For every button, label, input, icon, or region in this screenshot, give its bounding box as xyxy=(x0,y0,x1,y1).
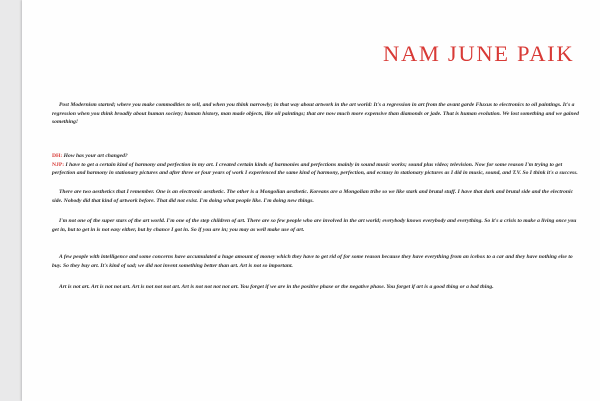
question-line xyxy=(52,152,580,161)
paragraph-art-is-not-art xyxy=(52,283,580,292)
interview-exchange xyxy=(52,152,580,178)
paragraph-text: A few people with intelligence and some concerns have accumulated a huge amount of money which they have to get rid of for some reason because they have everything from an icebox to a car and they have nothing else to buy. So they buy art. It's kind of sad; we did not invent something better than art. Art is not so important. xyxy=(52,254,573,269)
question-text: How has your art changed? xyxy=(63,153,128,159)
paragraph-text: There are two aesthetics that I remember. One is an electronic aesthetic. The other is a Mongolian aesthetic. Koreans are a Mongolian tribe so we like stark and brutal stuff. I have that dark and brutal side and the electronic side. Nobody did that kind of artwork before. That did not exist. I'm doing what people like. I'm doing new things. xyxy=(52,189,574,204)
document-page xyxy=(22,0,600,401)
paragraph-art-world xyxy=(52,217,580,234)
speaker-label-dh: DH: xyxy=(52,153,63,159)
paragraph-collectors xyxy=(52,253,580,270)
paragraph-text: I'm not one of the super stars of the art world. I'm one of the step children of art. There are so few people who are involved in the art world; everybody knows everybody and everything. So it's a crisis to make a living once you get in, but to get in is not easy either, but by chance I got in. So if you are in; you may as well make use of art. xyxy=(52,218,577,233)
speaker-label-njp: NJP: xyxy=(52,161,65,168)
answer-line xyxy=(52,161,580,178)
page-title: NAM JUNE PAIK xyxy=(383,41,575,66)
paragraph-text: Art is not art. Art is not not art. Art is not not not art. Art is not not not not art. You forget if we are in the positive phase or the negative phase. You forget if art is a good thing or a bad thing. xyxy=(59,284,494,290)
paragraph-post-modernism xyxy=(52,101,580,127)
paragraph-aesthetics xyxy=(52,188,580,205)
answer-text: I have to get a certain kind of harmony and perfection in my art. I created certain kinds of harmonies and perfections mainly in sound music works; sound plus video; television. Now for some reason I'm trying to get perfection and harmony in stationary pictures and after three or four years of work I experienced the same kind of harmony, perfection, and ecstasy in stationary pictures as I did in music, sound, and T.V. So I think it's a success. xyxy=(52,161,578,177)
paragraph-text: Post Modernism started; where you make commodities to sell, and when you think narrowly; in that way about artwork in the art world: It's a regression in art from the avant garde Fluxus to electronics to oil paintings. It's a regression when you think broadly about human society; human history, man made objects, like oil paintings; that are now much more expensive than diamonds or jade. That is human evolution. We lost something and we gained something! xyxy=(52,102,579,126)
